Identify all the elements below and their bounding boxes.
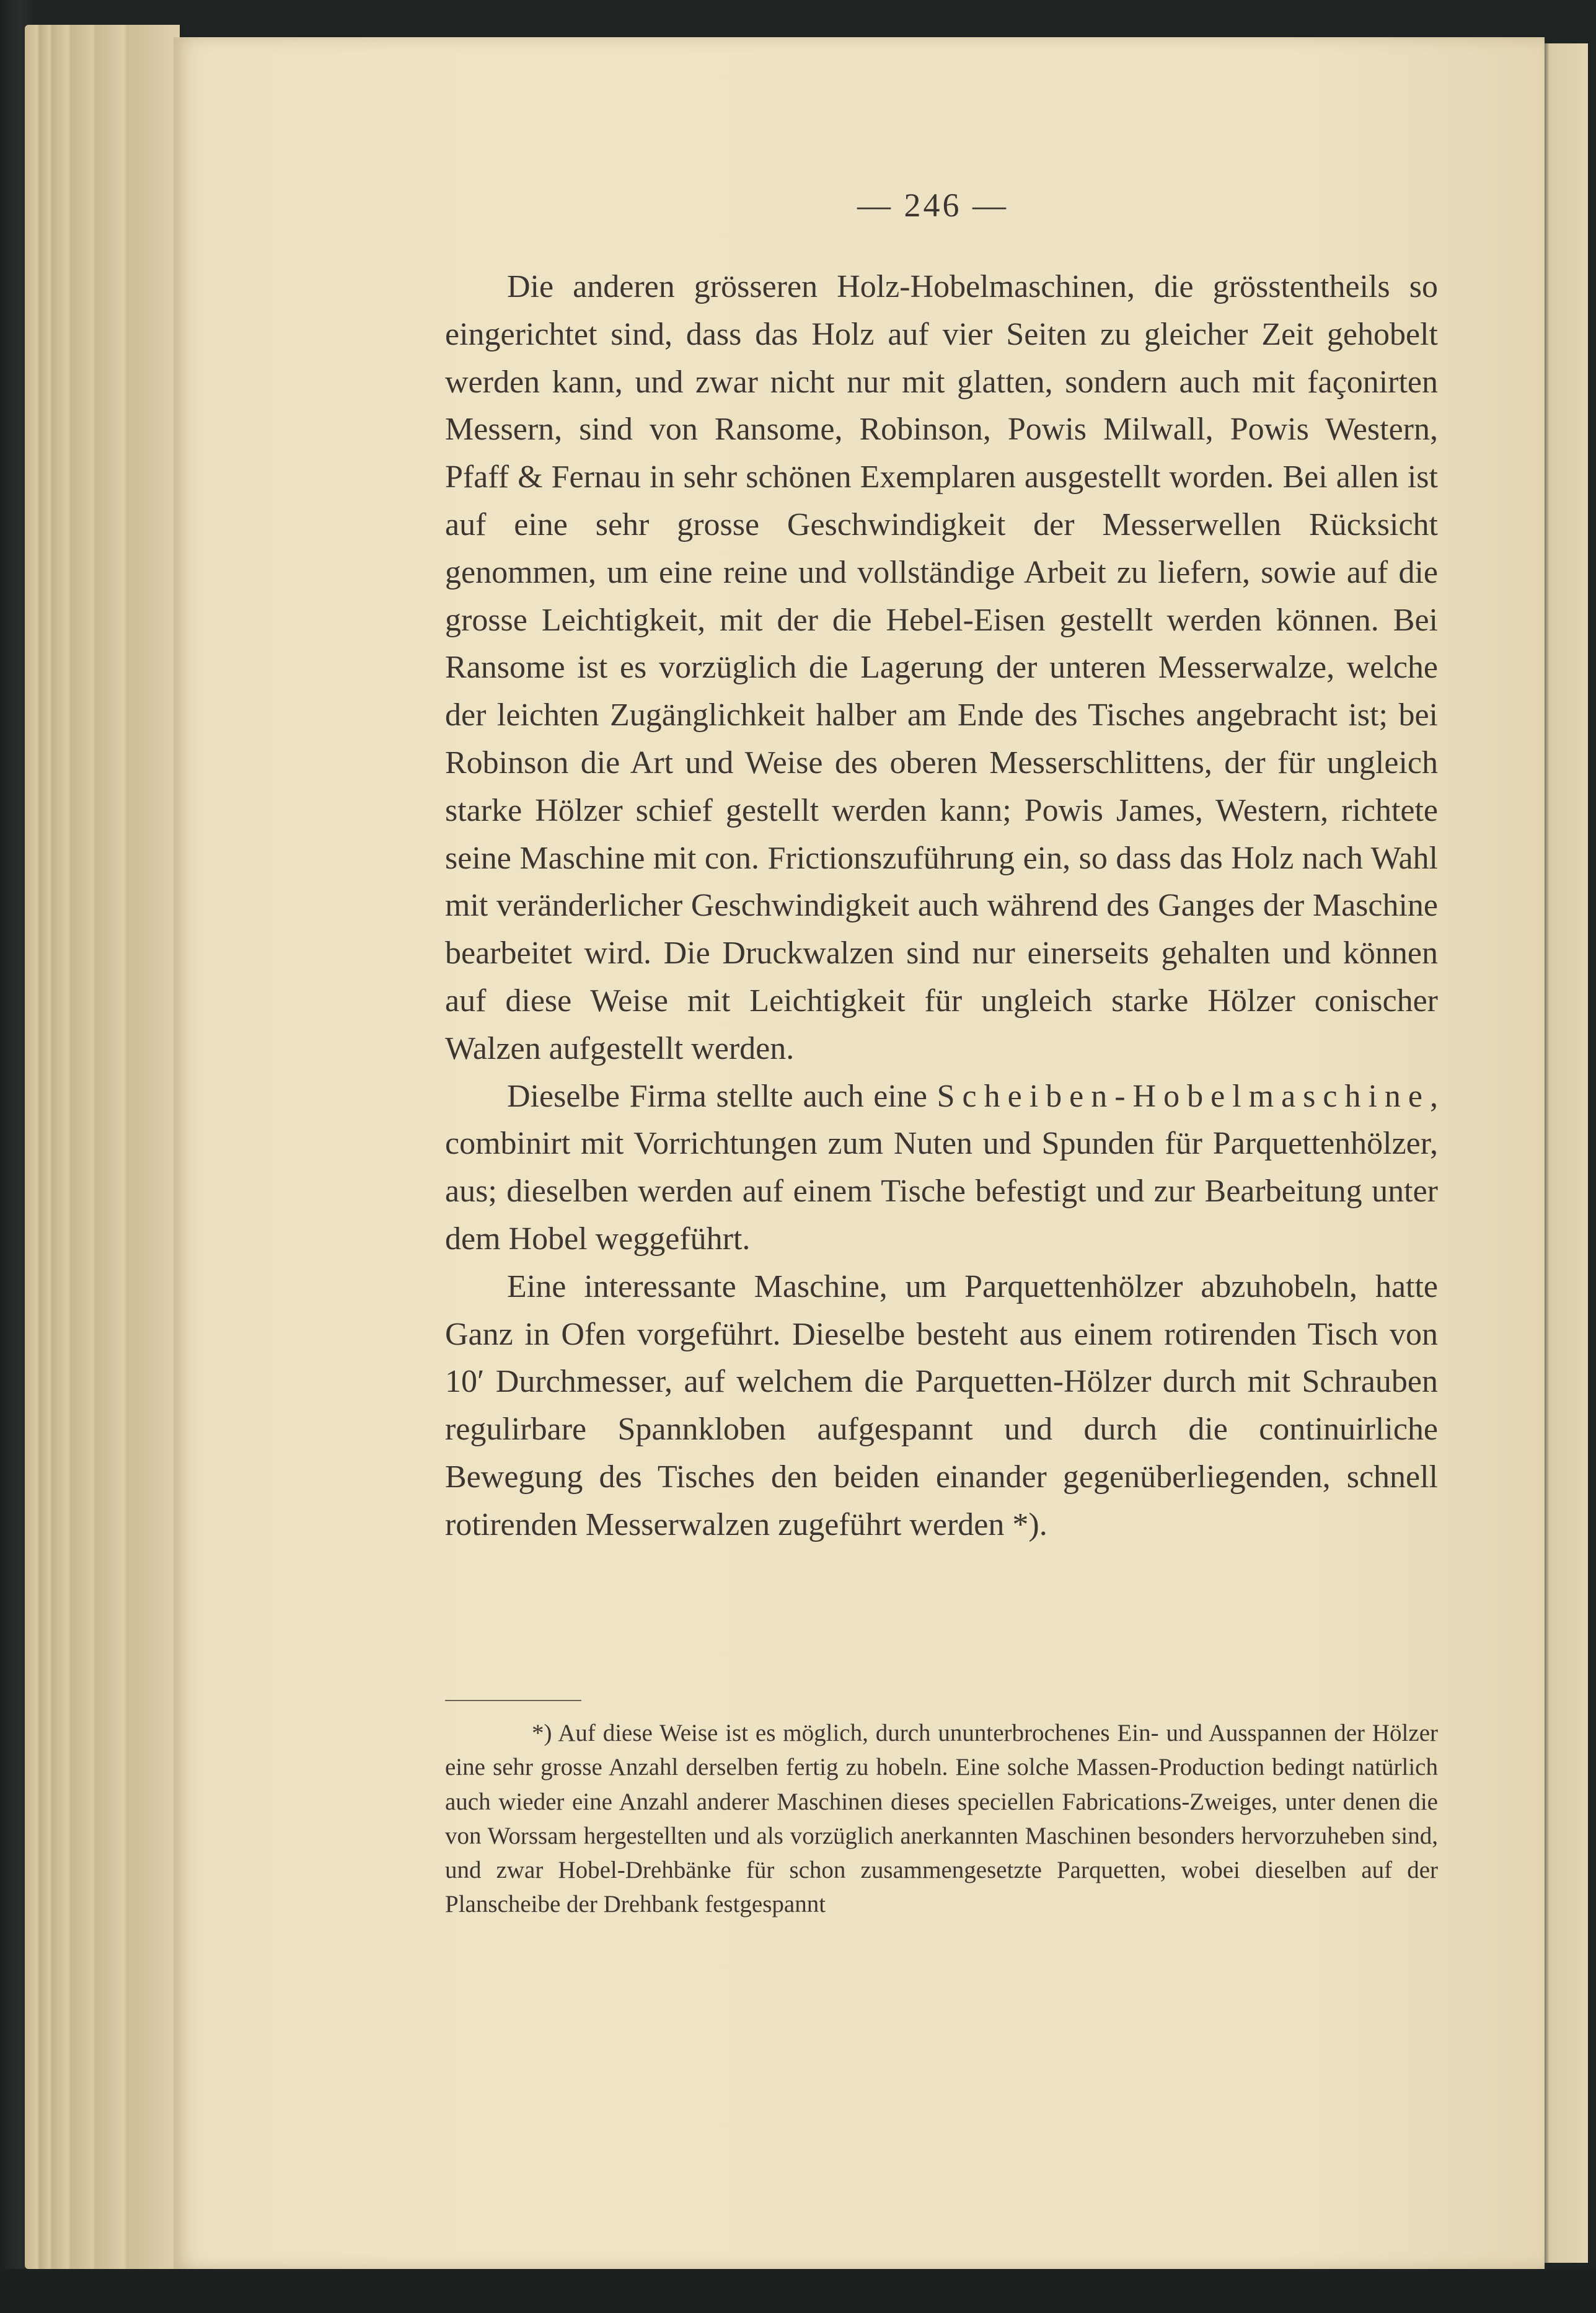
footnote: *) Auf diese Weise ist es möglich, durch ununterbrochenes Ein- und Ausspannen der Hölzer eine sehr grosse Anzahl derselben fertig zu hobeln. Eine solche Massen-Production bedingt natürlich auch wieder eine Anzahl anderer Maschinen dieses speciellen Fabrications-Zweiges, unter denen die von Worssam hergestellten und als vorzüglich anerkannten Maschinen besonders hervorzuheben sind, und zwar Hobel-Drehbänke für schon zusammengesetzte Parquetten, wobei dieselben auf der Planscheibe der Drehbank festgespannt [445, 1720, 1438, 1918]
next-page-edge [1545, 43, 1588, 2263]
paragraph-2-after: , combinirt mit Vorrichtungen zum Nuten und Spunden für Parquettenhölzer, aus; dieselben werden auf einem Tische befestigt und zur Bearbeitung unter dem Hobel weggeführt. [445, 1078, 1438, 1257]
paragraph-1: Die anderen grösseren Holz-Hobelmaschinen, die grösstentheils so eingerichtet sind, dass das Holz auf vier Seiten zu gleicher Zeit gehobelt werden kann, und zwar nicht nur mit glatten, sondern auch mit façonirten Messern, sind von Ransome, Robinson, Powis Milwall, Powis Western, Pfaff & Fernau in sehr schönen Exemplaren ausgestellt worden. Bei allen ist auf eine sehr grosse Geschwindigkeit der Messerwellen Rücksicht genommen, um eine reine und vollständige Arbeit zu liefern, sowie auf die grosse Leichtigkeit, mit der die Hebel-Eisen gestellt werden können. Bei Ransome ist es vorzüglich die Lagerung der unteren Messerwalze, welche der leichten Zugänglichkeit halber am Ende des Tisches angebracht ist; bei Robinson die Art und Weise des oberen Messerschlittens, der für ungleich starke Hölzer schief gestellt werden kann; Powis James, Western, richtete seine Maschine mit con. Frictionszuführung ein, so dass das Holz nach Wahl mit veränderlicher Geschwindigkeit auch während des Ganges der Maschine bearbeitet wird. Die Druckwalzen sind nur einerseits gehalten und können auf diese Weise mit Leichtigkeit für ungleich starke Hölzer conischer Walzen aufgestellt werden. [445, 269, 1438, 1066]
page-number: — 246 — [857, 187, 1008, 224]
page-edges-stack [25, 25, 180, 2269]
footnote-divider [445, 1700, 581, 1701]
paragraph-3: Eine interessante Maschine, um Parquettenhölzer abzuhobeln, hatte Ganz in Ofen vorgeführt. Dieselbe besteht aus einem rotirenden Tisch von 10′ Durchmesser, auf welchem die Parquetten-Hölzer durch mit Schrauben regulirbare Spannkloben aufgespannt und durch die continuirliche Bewegung des Tisches den beiden einander gegenüberliegenden, schnell rotirenden Messerwalzen zugeführt werden *). [445, 1268, 1438, 1542]
scan-bottom-band [0, 2269, 1596, 2313]
body-text [445, 263, 1438, 1549]
paragraph-2-before: Dieselbe Firma stellte auch eine [507, 1078, 937, 1114]
spaced-term: Scheiben-Hobelmaschine [937, 1078, 1430, 1114]
paragraph-2 [445, 1073, 1438, 1263]
